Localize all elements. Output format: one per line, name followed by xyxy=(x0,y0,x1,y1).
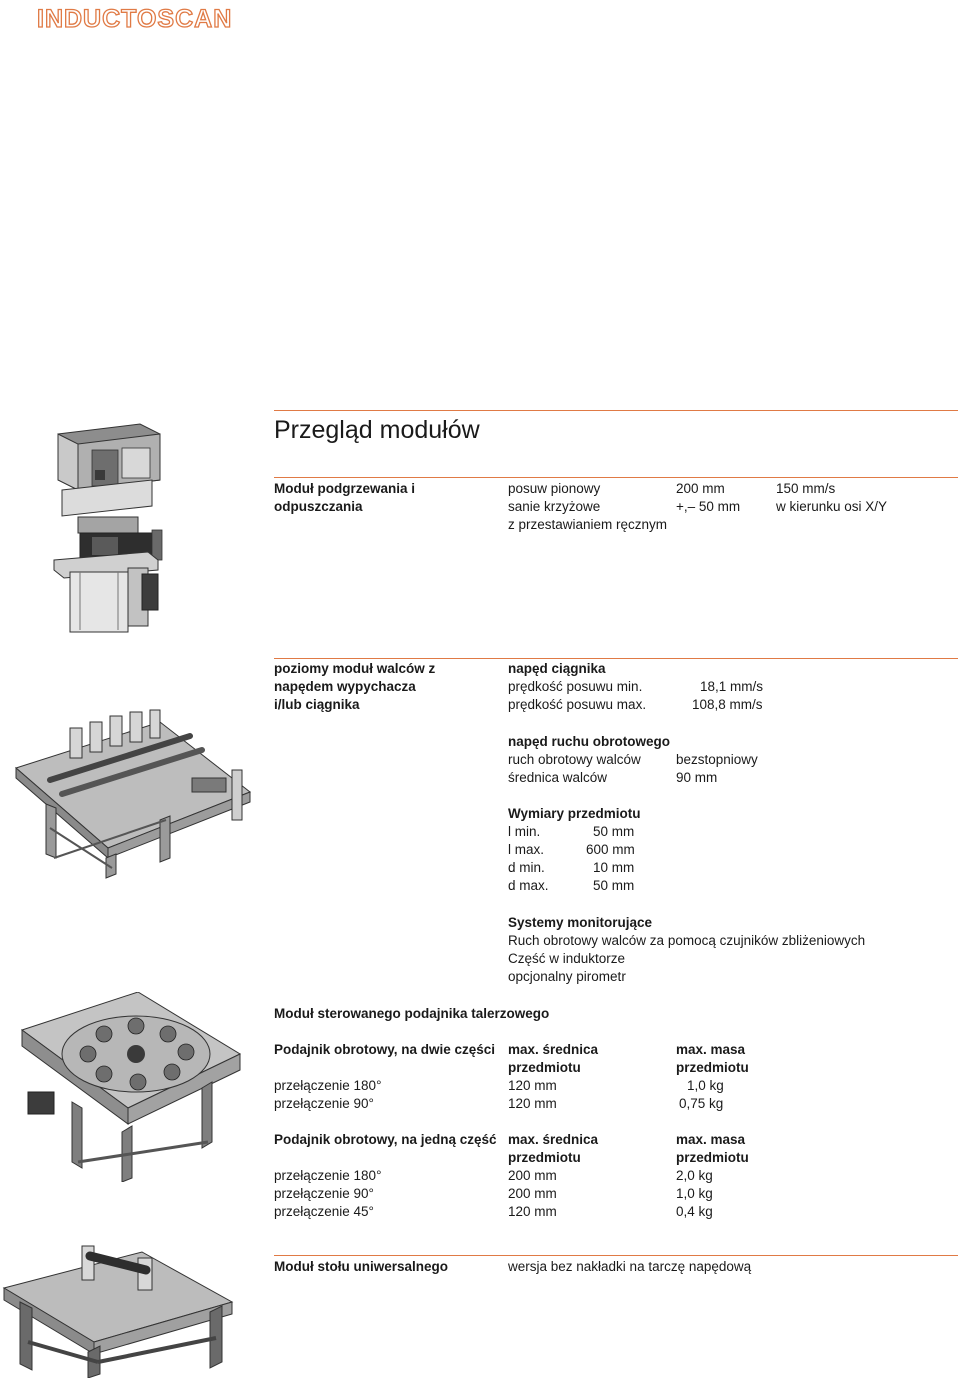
module-1-value: +,– 50 mm xyxy=(676,499,741,514)
feeder-2-header: przedmiotu xyxy=(508,1060,581,1075)
drive-title: napęd ciągnika xyxy=(508,661,606,676)
rotation-value: 90 mm xyxy=(676,770,718,785)
dimension-label: l max. xyxy=(508,842,545,857)
dimension-label: l min. xyxy=(508,824,541,839)
rotation-value: bezstopniowy xyxy=(676,752,758,767)
module-1-rule xyxy=(274,477,958,478)
module-1-extra: 150 mm/s xyxy=(776,481,836,496)
feeder-1-cell: 200 mm xyxy=(508,1186,557,1201)
feeder-2-header: max. masa xyxy=(676,1042,746,1057)
module-1-param: posuw pionowy xyxy=(508,481,601,496)
dimension-value: 10 mm xyxy=(593,860,635,875)
module-4-rule xyxy=(274,1255,958,1256)
feeder-2-cell: 120 mm xyxy=(508,1078,557,1093)
drive-value: 18,1 mm/s xyxy=(700,679,764,694)
feeder-2-header: max. średnica xyxy=(508,1042,599,1057)
universal-table-illustration xyxy=(2,1242,234,1378)
module-1-param: z przestawianiem ręcznym xyxy=(508,517,668,532)
feeder-1-cell: 200 mm xyxy=(508,1168,557,1183)
feeder-2-cell: 0,75 kg xyxy=(679,1096,724,1111)
feeder-1-header: przedmiotu xyxy=(508,1150,581,1165)
monitoring-title: Systemy monitorujące xyxy=(508,915,653,930)
drive-value: 108,8 mm/s xyxy=(692,697,763,712)
feeder-1-cell: przełączenie 180° xyxy=(274,1168,382,1183)
module-3-name: Moduł sterowanego podajnika talerzowego xyxy=(274,1006,550,1021)
roller-module-illustration xyxy=(10,708,260,880)
drive-param: prędkość posuwu max. xyxy=(508,697,647,712)
dimension-label: d max. xyxy=(508,878,549,893)
monitoring-item: opcjonalny pirometr xyxy=(508,969,626,984)
feeder-1-cell: 120 mm xyxy=(508,1204,557,1219)
module-2-name-line-2: napędem wypychacza xyxy=(274,679,416,694)
title-rule xyxy=(274,410,958,411)
feeder-1-cell: 1,0 kg xyxy=(676,1186,713,1201)
brand-logo: INDUCTOSCAN xyxy=(37,5,233,33)
heating-module-illustration xyxy=(40,422,180,637)
rotation-param: ruch obrotowy walców xyxy=(508,752,641,767)
rotation-title: napęd ruchu obrotowego xyxy=(508,734,670,749)
feeder-1-cell: 2,0 kg xyxy=(676,1168,713,1183)
feeder-1-cell: 0,4 kg xyxy=(676,1204,713,1219)
rotation-param: średnica walców xyxy=(508,770,608,785)
feeder-1-cell: przełączenie 90° xyxy=(274,1186,374,1201)
dimensions-title: Wymiary przedmiotu xyxy=(508,806,641,821)
feeder-1-header: przedmiotu xyxy=(676,1150,749,1165)
module-1-name-line-1: Moduł podgrzewania i xyxy=(274,481,415,496)
rotary-feeder-illustration xyxy=(18,992,246,1182)
feeder-1-header: max. masa xyxy=(676,1132,746,1147)
monitoring-item: Ruch obrotowy walców za pomocą czujników zbliżeniowych xyxy=(508,933,866,948)
module-4-description: wersja bez nakładki na tarczę napędową xyxy=(508,1259,752,1274)
module-1-value: 200 mm xyxy=(676,481,725,496)
module-2-rule xyxy=(274,658,958,659)
module-2-name-line-1: poziomy moduł walców z xyxy=(274,661,436,676)
module-1-name-line-2: odpuszczania xyxy=(274,499,363,514)
module-1-param: sanie krzyżowe xyxy=(508,499,601,514)
feeder-2-cell: przełączenie 90° xyxy=(274,1096,374,1111)
dimension-value: 50 mm xyxy=(593,824,635,839)
feeder-1-header: max. średnica xyxy=(508,1132,599,1147)
feeder-2-header: Podajnik obrotowy, na dwie części xyxy=(274,1042,496,1057)
feeder-2-header: przedmiotu xyxy=(676,1060,749,1075)
module-1-extra: w kierunku osi X/Y xyxy=(776,499,888,514)
feeder-2-cell: 1,0 kg xyxy=(687,1078,724,1093)
feeder-1-cell: przełączenie 45° xyxy=(274,1204,374,1219)
page-title: Przegląd modułów xyxy=(274,416,480,444)
dimension-value: 600 mm xyxy=(586,842,635,857)
feeder-2-cell: przełączenie 180° xyxy=(274,1078,382,1093)
drive-param: prędkość posuwu min. xyxy=(508,679,643,694)
dimension-label: d min. xyxy=(508,860,545,875)
feeder-1-header: Podajnik obrotowy, na jedną część xyxy=(274,1132,497,1147)
monitoring-item: Część w induktorze xyxy=(508,951,626,966)
feeder-2-cell: 120 mm xyxy=(508,1096,557,1111)
module-4-name: Moduł stołu uniwersalnego xyxy=(274,1259,449,1274)
module-2-name-line-3: i/lub ciągnika xyxy=(274,697,360,712)
dimension-value: 50 mm xyxy=(593,878,635,893)
